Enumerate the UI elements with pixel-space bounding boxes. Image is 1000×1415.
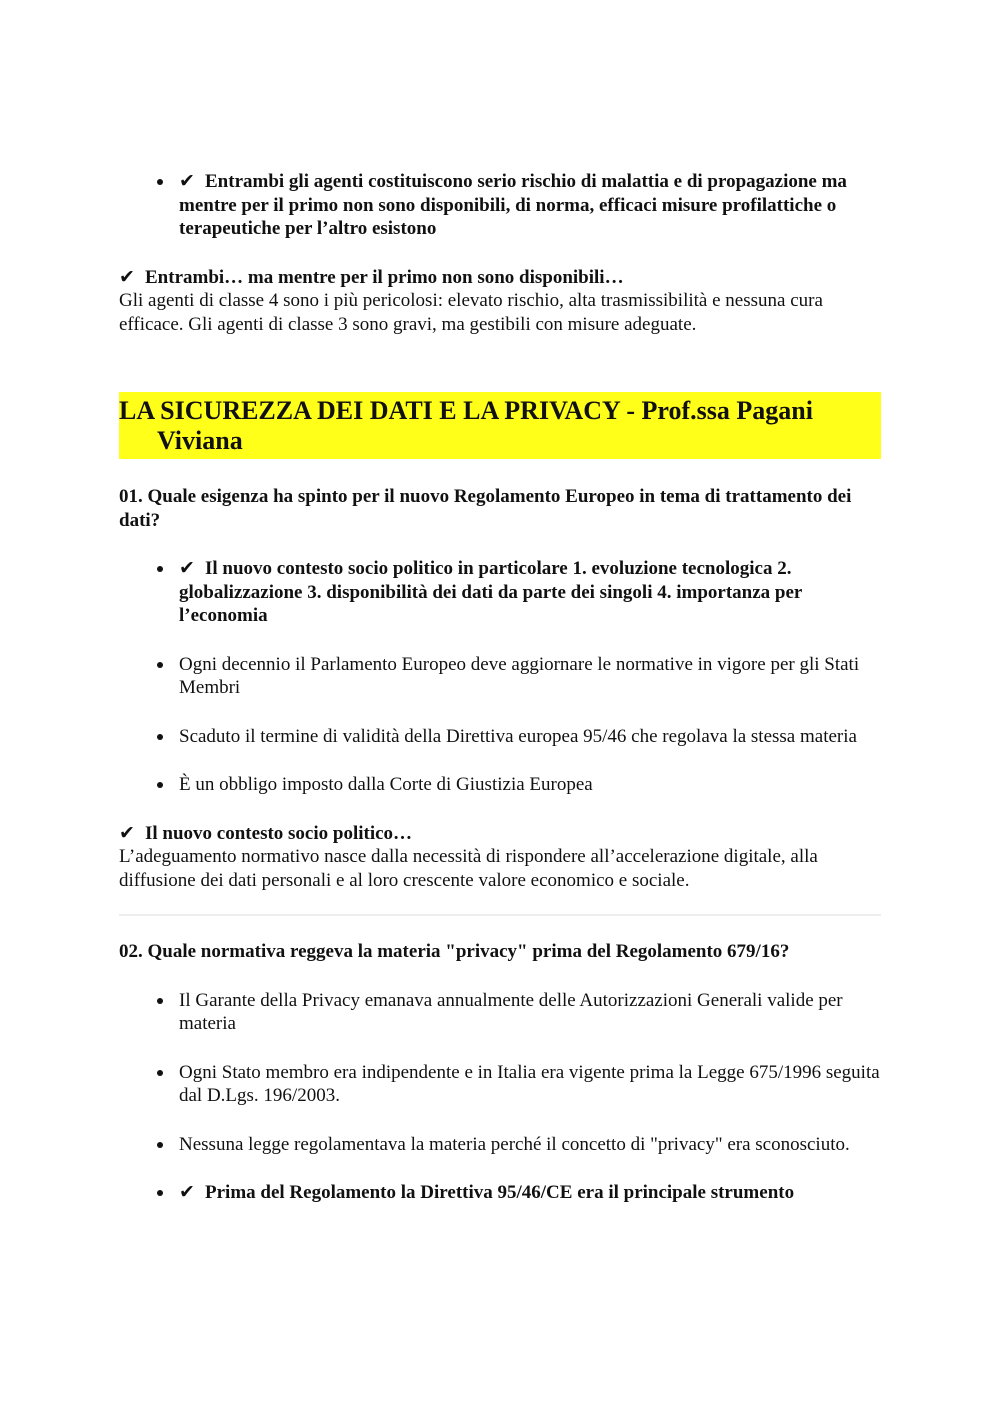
- answer-text: Il nuovo contesto socio politico in particolare 1. evoluzione tecnologica 2. globalizzazione 3. disponibilità dei dati da parte dei singoli 4. importanza per l’economia: [179, 558, 802, 626]
- document-page: [119, 170, 881, 1230]
- answer-text: Prima del Regolamento la Direttiva 95/46/CE era il principale strumento: [205, 1182, 795, 1203]
- question-01: 01. Quale esigenza ha spinto per il nuovo Regolamento Europeo in tema di trattamento dei dati?: [119, 486, 852, 531]
- check-mark-icon: ✔: [179, 1182, 195, 1203]
- answer-option: Il Garante della Privacy emanava annualmente delle Autorizzazioni Generali valide per materia: [119, 989, 881, 1036]
- check-mark-icon: ✔: [119, 822, 135, 844]
- answer-correct: [119, 1181, 881, 1205]
- answer-correct: [119, 557, 881, 628]
- check-mark-icon: ✔: [179, 171, 195, 192]
- section-title: LA SICUREZZA DEI DATI E LA PRIVACY - Prof.ssa Pagani Viviana: [119, 392, 881, 459]
- answer-list-q01: [119, 557, 881, 797]
- answer-list-q02: [119, 989, 881, 1205]
- section-divider: [119, 914, 881, 916]
- answer-option: È un obbligo imposto dalla Corte di Giustizia Europea: [119, 773, 881, 797]
- answer-correct: [119, 170, 881, 241]
- explanation-text: Gli agenti di classe 4 sono i più pericolosi: elevato rischio, alta trasmissibilità e nessuna cura efficace. Gli agenti di classe 3 sono gravi, ma gestibili con misure adeguate.: [119, 290, 823, 335]
- explanation-heading-text: Il nuovo contesto socio politico…: [145, 822, 413, 844]
- check-mark-icon: ✔: [119, 266, 135, 288]
- answer-list-previous: [119, 170, 881, 241]
- question-02: 02. Quale normativa reggeva la materia "privacy" prima del Regolamento 679/16?: [119, 941, 790, 962]
- check-mark-icon: ✔: [179, 558, 195, 579]
- explanation-heading: [119, 822, 881, 846]
- answer-option: Ogni Stato membro era indipendente e in Italia era vigente prima la Legge 675/1996 seguita dal D.Lgs. 196/2003.: [119, 1061, 881, 1108]
- explanation-heading: [119, 266, 881, 290]
- answer-text: Entrambi gli agenti costituiscono serio rischio di malattia e di propagazione ma mentre per il primo non sono disponibili, di norma, efficaci misure profilattiche o terapeutiche per l’altro esistono: [179, 171, 847, 239]
- answer-option: Nessuna legge regolamentava la materia perché il concetto di "privacy" era sconosciuto.: [119, 1133, 881, 1157]
- answer-option: Ogni decennio il Parlamento Europeo deve aggiornare le normative in vigore per gli Stati Membri: [119, 653, 881, 700]
- explanation-heading-text: Entrambi… ma mentre per il primo non sono disponibili…: [145, 266, 624, 288]
- answer-option: Scaduto il termine di validità della Direttiva europea 95/46 che regolava la stessa materia: [119, 725, 881, 749]
- explanation-text: L’adeguamento normativo nasce dalla necessità di rispondere all’accelerazione digitale, alla diffusione dei dati personali e al loro crescente valore economico e sociale.: [119, 846, 818, 891]
